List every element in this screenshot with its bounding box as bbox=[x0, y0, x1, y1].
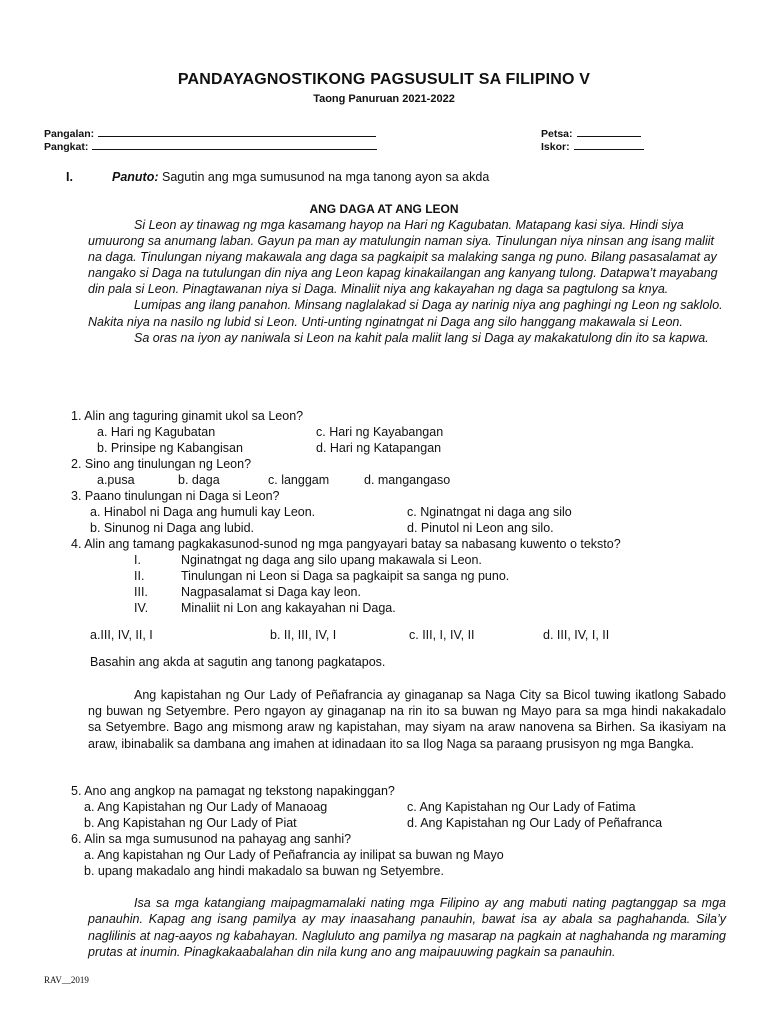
name-line[interactable] bbox=[98, 126, 376, 137]
q4-item-text: Nginatngat ng daga ang silo upang makawala si Leon. bbox=[181, 553, 482, 567]
q5-choice-b[interactable]: b. Ang Kapistahan ng Our Lady of Piat bbox=[84, 816, 297, 830]
story-title: ANG DAGA AT ANG LEON bbox=[309, 202, 459, 216]
q3-choice-c[interactable]: c. Nginatngat ni daga ang silo bbox=[407, 505, 572, 519]
q4-choice-a[interactable]: a.III, IV, II, I bbox=[90, 628, 153, 642]
question-2: 2. Sino ang tinulungan ng Leon? bbox=[71, 457, 252, 471]
passage-hospitality: Isa sa mga katangiang maipagmamalaki nating mga Filipino ay ang mabuti nating pagtanggap sa mga panauhin. Kapag ang isang pamilya ay may inaasahang panauhin, bawat isa ay abala sa paghahanda. Sila’y naglilinis at nag-aayos ng kabahayan. Nagluluto ang pamilya ng masarap na pagkain at naghahanda ng maraming prutas at inumin. Pinagkakaabalahan din nila kung ano ang maipauuwing pagkain sa panauhin. bbox=[88, 896, 726, 959]
page-title: PANDAYAGNOSTIKONG PAGSUSULIT SA FILIPINO V bbox=[177, 71, 591, 88]
q2-choice-d[interactable]: d. mangangaso bbox=[364, 473, 451, 487]
q4-item-numeral: IV. bbox=[134, 601, 149, 615]
name-label: Pangalan: bbox=[44, 128, 95, 140]
story-paragraph-3: Sa oras na iyon ay naniwala si Leon na kahit pala maliit lang si Daga ay makakatulong din ito sa kapwa. bbox=[134, 330, 709, 345]
question-4: 4. Alin ang tamang pagkakasunod-sunod ng mga pangyayari batay sa nabasang kuwento o teksto? bbox=[71, 537, 621, 551]
q4-item-numeral: I. bbox=[134, 553, 141, 567]
school-year: Taong Panuruan 2021-2022 bbox=[313, 93, 455, 105]
q5-choice-d[interactable]: d. Ang Kapistahan ng Our Lady of Peñafranca bbox=[407, 816, 663, 830]
name-field[interactable] bbox=[44, 126, 376, 140]
question-5: 5. Ano ang angkop na pamagat ng tekstong napakinggan? bbox=[71, 784, 395, 798]
q4-item-numeral: III. bbox=[134, 585, 148, 599]
q2-choice-c[interactable]: c. langgam bbox=[268, 473, 330, 487]
score-label: Iskor: bbox=[541, 141, 570, 153]
q6-choice-a[interactable]: a. Ang kapistahan ng Our Lady of Peñafrancia ay inilipat sa buwan ng Mayo bbox=[84, 848, 504, 862]
story-paragraph-2: Lumipas ang ilang panahon. Minsang naglalakad si Daga ay narinig niya ang paghingi ng Leon ng saklolo. Nakita niya na nasilo ng lubid si Leon. Unti-unting nginatngat ni Daga ang silo hanggang makawala si Leon. bbox=[88, 298, 723, 329]
q4-item-numeral: II. bbox=[134, 569, 145, 583]
q1-choice-c[interactable]: c. Hari ng Kayabangan bbox=[316, 425, 444, 439]
q4-choice-d[interactable]: d. III, IV, I, II bbox=[543, 628, 610, 642]
question-6: 6. Alin sa mga sumusunod na pahayag ang sanhi? bbox=[71, 832, 352, 846]
score-line[interactable] bbox=[574, 139, 644, 150]
instructions bbox=[112, 170, 489, 184]
section-line[interactable] bbox=[92, 139, 377, 150]
q4-item-text: Tinulungan ni Leon si Daga sa pagkaipit sa sanga ng puno. bbox=[181, 569, 510, 583]
section-numeral: I. bbox=[66, 170, 73, 184]
date-label: Petsa: bbox=[541, 128, 573, 140]
q5-choice-c[interactable]: c. Ang Kapistahan ng Our Lady of Fatima bbox=[407, 800, 636, 814]
q2-choice-a[interactable]: a.pusa bbox=[97, 473, 135, 487]
instructions-label: Panuto: bbox=[112, 170, 159, 184]
q2-choice-b[interactable]: b. daga bbox=[178, 473, 220, 487]
q1-choice-b[interactable]: b. Prinsipe ng Kabangisan bbox=[97, 441, 243, 455]
question-1: 1. Alin ang taguring ginamit ukol sa Leon? bbox=[71, 409, 304, 423]
q4-choice-b[interactable]: b. II, III, IV, I bbox=[270, 628, 337, 642]
q4-choice-c[interactable]: c. III, I, IV, II bbox=[409, 628, 475, 642]
q3-choice-b[interactable]: b. Sinunog ni Daga ang lubid. bbox=[90, 521, 255, 535]
q6-choice-b[interactable]: b. upang makadalo ang hindi makadalo sa buwan ng Setyembre. bbox=[84, 864, 444, 878]
question-3: 3. Paano tinulungan ni Daga si Leon? bbox=[71, 489, 280, 503]
footer-code: RAV__2019 bbox=[44, 975, 89, 985]
reading-instruction: Basahin ang akda at sagutin ang tanong pagkatapos. bbox=[90, 655, 386, 669]
passage-penafrancia: Ang kapistahan ng Our Lady of Peñafrancia ay ginaganap sa Naga City sa Bicol tuwing ikatlong Sabado ng buwan ng Setyembre. Pero ngayon ay ginaganap na rin ito sa buwan ng Mayo para sa mga hindi nakakadalo sa Setyembre. Bago ang mismong araw ng kapistahan, may siyam na araw nanovena sa Birhen. Sa ikasiyam na araw, ibinabalik sa dambana ang imahen at idinadaan ito sa Ilog Naga sa paraang prusisyon ng mga Bangka. bbox=[88, 688, 726, 751]
q5-choice-a[interactable]: a. Ang Kapistahan ng Our Lady of Manaoag bbox=[84, 800, 328, 814]
q1-choice-d[interactable]: d. Hari ng Katapangan bbox=[316, 441, 442, 455]
score-field[interactable] bbox=[541, 139, 644, 153]
q4-item-text: Nagpasalamat si Daga kay leon. bbox=[181, 585, 361, 599]
date-field[interactable] bbox=[541, 126, 641, 140]
story-paragraph-1: Si Leon ay tinawag ng mga kasamang hayop na Hari ng Kagubatan. Matapang kasi siya. Hindi siya umuurong sa anumang laban. Gayun pa man ay matulungin naman siya. Tinulungan niya ninsan ang isang maliit na daga. Tinulungan niyang makawala ang daga sa pagkaipit sa malaking sanga ng puno. Bilang pasasalamat ay nangako si Daga na tutulungan din niya ang Leon kapag kinakailangan ang kanyang tulong. Datapwa’t mayabang din pala si Leon. Pinagtawanan niya si Daga. Minaliit niya ang kakayahan ng daga sa pagtulong sa knya. bbox=[88, 218, 718, 297]
instructions-text: Sagutin ang mga sumusunod na mga tanong ayon sa akda bbox=[158, 170, 490, 184]
q3-choice-a[interactable]: a. Hinabol ni Daga ang humuli kay Leon. bbox=[90, 505, 316, 519]
section-label: Pangkat: bbox=[44, 141, 89, 153]
date-line[interactable] bbox=[577, 126, 641, 137]
q3-choice-d[interactable]: d. Pinutol ni Leon ang silo. bbox=[407, 521, 554, 535]
section-field[interactable] bbox=[44, 139, 377, 153]
q1-choice-a[interactable]: a. Hari ng Kagubatan bbox=[97, 425, 216, 439]
q4-item-text: Minaliit ni Lon ang kakayahan ni Daga. bbox=[181, 601, 396, 615]
story-text bbox=[88, 217, 728, 346]
